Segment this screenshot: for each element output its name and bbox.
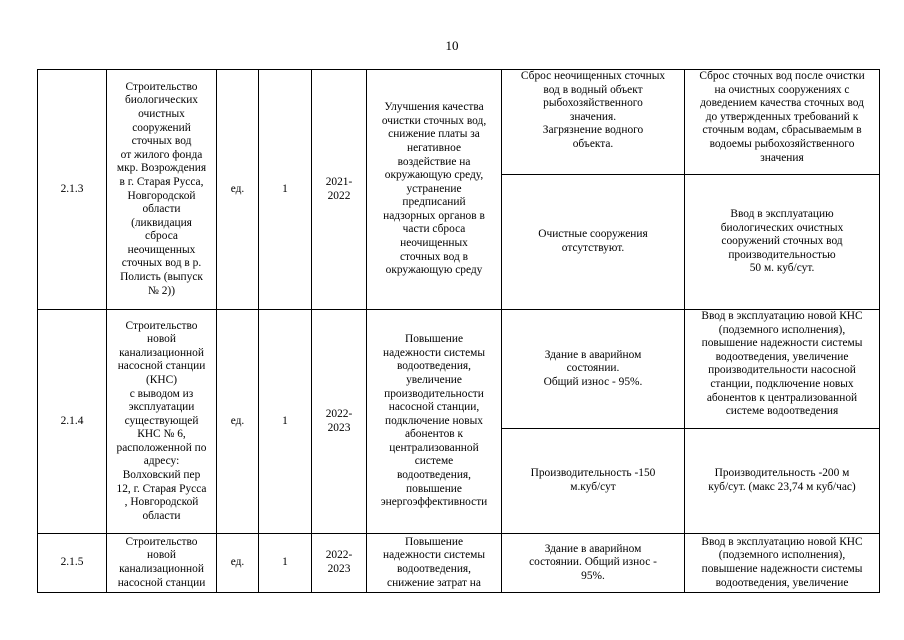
expected-result-cell: Ввод в эксплуатацию биологических очистных сооружений сточных вод производительностью 50 м. куб/сут. <box>685 175 880 310</box>
quantity-cell: 1 <box>259 310 312 534</box>
expected-result-cell: Производительность -200 м куб/сут. (макс 23,74 м куб/час) <box>685 429 880 534</box>
quantity-cell: 1 <box>259 70 312 310</box>
object-cell: Строительство новой канализационной насосной станции (КНС) с выводом из эксплуатации существующей КНС № 6, расположенной по адресу: Волховский пер 12, г. Старая Русса , Новгородской области <box>107 310 217 534</box>
table-row <box>38 70 880 175</box>
expected-result-cell: Ввод в эксплуатацию новой КНС (подземного исполнения), повышение надежности системы водоотведения, увеличение <box>685 534 880 593</box>
goal-cell: Повышение надежности системы водоотведения, снижение затрат на <box>367 534 502 593</box>
unit-cell: ед. <box>217 70 259 310</box>
table-row <box>38 310 880 429</box>
row-number: 2.1.3 <box>38 70 107 310</box>
table-row <box>38 534 880 593</box>
expected-result-cell: Ввод в эксплуатацию новой КНС (подземного исполнения), повышение надежности системы водоотведения, увеличение производительности насосной станции, подключение новых абонентов к централизованной системе водоотведения <box>685 310 880 429</box>
unit-cell: ед. <box>217 310 259 534</box>
page-number: 10 <box>445 38 459 53</box>
unit-cell: ед. <box>217 534 259 593</box>
current-state-cell: Здание в аварийном состоянии. Общий износ - 95%. <box>502 534 685 593</box>
quantity-cell: 1 <box>259 534 312 593</box>
goal-cell: Улучшения качества очистки сточных вод, снижение платы за негативное воздействие на окружающую среду, устранение предписаний надзорных органов в части сброса неочищенных сточных вод в окружающую среду <box>367 70 502 310</box>
object-cell: Строительство биологических очистных сооружений сточных вод от жилого фонда мкр. Возрождения в г. Старая Русса, Новгородской области (ликвидация сброса неочищенных сточных вод в р. Полисть (выпуск № 2)) <box>107 70 217 310</box>
row-number: 2.1.5 <box>38 534 107 593</box>
period-cell: 2022- 2023 <box>312 534 367 593</box>
expected-result-cell: Сброс сточных вод после очистки на очистных сооружениях с доведением качества сточных вод до утвержденных требований к сточным водам, сбрасываемым в водоемы рыбохозяйственного значения <box>685 70 880 175</box>
period-cell: 2021- 2022 <box>312 70 367 310</box>
measures-table <box>37 69 880 593</box>
current-state-cell: Производительность -150 м.куб/сут <box>502 429 685 534</box>
current-state-cell: Здание в аварийном состоянии. Общий износ - 95%. <box>502 310 685 429</box>
goal-cell: Повышение надежности системы водоотведения, увеличение производительности насосной станции, подключение новых абонентов к централизованной системе водоотведения, повышение энергоэффективности <box>367 310 502 534</box>
period-cell: 2022- 2023 <box>312 310 367 534</box>
row-number: 2.1.4 <box>38 310 107 534</box>
current-state-cell: Очистные сооружения отсутствуют. <box>502 175 685 310</box>
current-state-cell: Сброс неочищенных сточных вод в водный объект рыбохозяйственного значения. Загрязнение водного объекта. <box>502 70 685 175</box>
object-cell: Строительство новой канализационной насосной станции <box>107 534 217 593</box>
